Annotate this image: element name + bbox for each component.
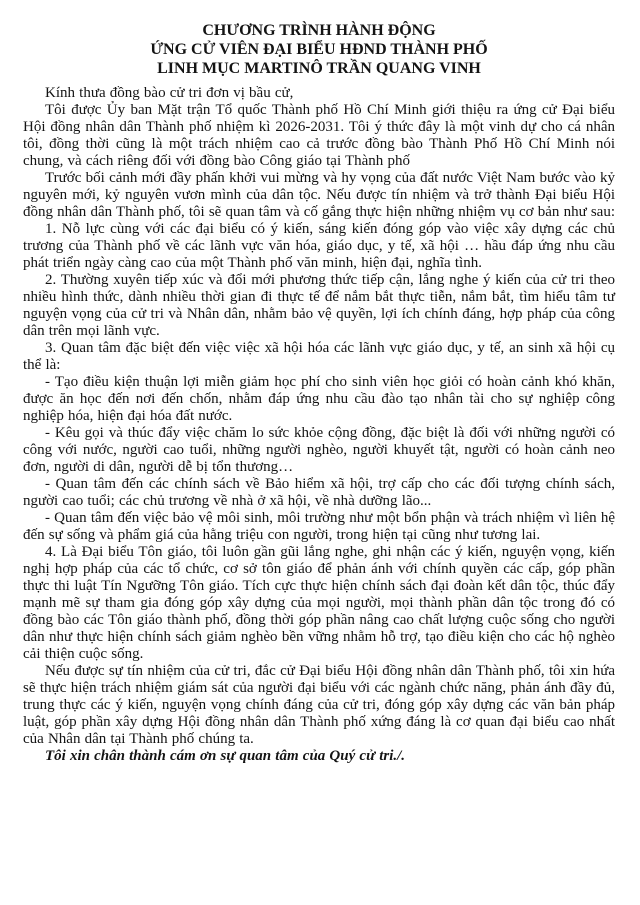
title-line-candidate: ỨNG CỬ VIÊN ĐẠI BIỂU HĐND THÀNH PHỐ bbox=[150, 41, 488, 58]
paragraph-context: Trước bối cảnh mới đầy phấn khởi vui mừng và hy vọng của đất nước Việt Nam bước vào kỷ nguyên mới, kỷ nguyên vươn mình của dân tộc. Nếu được tín nhiệm và trở thành Đại biểu Hội đồng nhân dân Thành phố, tôi sẽ quan tâm và cố gắng thực hiện những nhiệm vụ cơ bản như sau: bbox=[23, 170, 616, 220]
bullet-social-insurance: - Quan tâm đến các chính sách về Bảo hiểm xã hội, trợ cấp cho các đối tượng chính sách, người cao tuổi; các chủ trương về nhà ở xã hội, về nhà dưỡng lão... bbox=[23, 476, 615, 509]
paragraph-nomination-intro: Tôi được Ủy ban Mặt trận Tổ quốc Thành phố Hồ Chí Minh giới thiệu ra ứng cử Đại biểu Hội đồng nhân dân Thành phố nhiệm kì 2026-2031. Tôi ý thức đây là một vinh dự cho cá nhân tôi, đồng thời cũng là một trách nhiệm cao cả trước đồng bào Thành Phố Hồ Chí Minh nói chung, và cách riêng đối với đồng bào Công giáo tại Thành phố bbox=[23, 102, 615, 169]
closing-line: Tôi xin chân thành cám ơn sự quan tâm của Quý cử tri./. bbox=[45, 748, 406, 764]
action-item-2: 2. Thường xuyên tiếp xúc và đổi mới phương thức tiếp cận, lắng nghe ý kiến của cử tri theo nhiều hình thức, dành nhiều thời gian đi thực tế để nắm bắt thực tiễn, nắm bắt, tìm hiểu tâm tư nguyện vọng của cử tri và Nhân dân, nhằm bảo vệ quyền, lợi ích chính đáng, hợp pháp của công dân trên mọi lãnh vực. bbox=[23, 272, 615, 339]
bullet-community-health: - Kêu gọi và thúc đẩy việc chăm lo sức khỏe cộng đồng, đặc biệt là đối với những người có công với nước, người cao tuổi, những người nghèo, người khuyết tật, người có hoàn cảnh neo đơn, người di dân, người dễ bị tổn thương… bbox=[23, 425, 615, 475]
title-line-program: CHƯƠNG TRÌNH HÀNH ĐỘNG bbox=[202, 22, 436, 39]
salutation-line: Kính thưa đồng bào cử tri đơn vị bầu cử, bbox=[45, 85, 294, 101]
action-item-1: 1. Nỗ lực cùng với các đại biểu có ý kiến, sáng kiến đóng góp vào việc xây dựng các chủ trương của Thành phố về các lãnh vực văn hóa, giáo dục, y tế, xã hội … hầu đáp ứng nhu cầu phát triển ngày càng cao của một Thành phố văn minh, hiện đại, nghĩa tình. bbox=[23, 221, 615, 271]
title-line-name: LINH MỤC MARTINÔ TRẦN QUANG VINH bbox=[157, 60, 481, 77]
action-item-4: 4. Là Đại biểu Tôn giáo, tôi luôn gần gũi lắng nghe, ghi nhận các ý kiến, nguyện vọng, kiến nghị hợp pháp của các tổ chức, cơ sở tôn giáo để phản ánh với chính quyền các cấp, góp phần thực thi luật Tín Ngưỡng Tôn giáo. Tích cực thực hiện chính sách đại đoàn kết dân tộc, thúc đẩy mạnh mẽ sự tham gia đóng góp xây dựng của mọi người, mọi thành phần dân tộc trong đó có đồng bào các Tôn giáo thành phố, đồng thời góp phần nâng cao chất lượng cuộc sống cho người dân như thực hiện chính sách giảm nghèo bền vững nhằm hỗ trợ, tạo điều kiện cho các hộ nghèo cải thiện cuộc sống. bbox=[23, 544, 615, 662]
paragraph-commitment: Nếu được sự tín nhiệm của cử tri, đắc cử Đại biểu Hội đồng nhân dân Thành phố, tôi xin hứa sẽ thực hiện trách nhiệm giám sát của người đại biểu với các ngành chức năng, phản ánh đầy đủ, trung thực các ý kiến, nguyện vọng chính đáng của cử tri, đóng góp xây dựng các văn bản pháp luật, góp phần xây dựng Hội đồng nhân dân Thành phố xứng đáng là cơ quan đại biểu cao nhất của Nhân dân tại Thành phố chúng ta. bbox=[23, 663, 615, 747]
document-title bbox=[23, 21, 615, 78]
action-item-3: 3. Quan tâm đặc biệt đến việc việc xã hội hóa các lãnh vực giáo dục, y tế, an sinh xã hội cụ thể là: bbox=[23, 340, 615, 373]
bullet-education-support: - Tạo điều kiện thuận lợi miễn giảm học phí cho sinh viên học giỏi có hoàn cảnh khó khăn, được ăn học đến nơi đến chốn, nhằm đáp ứng nhu cầu đào tạo nhân tài cho sự nghiệp công nghiệp hóa, hiện đại hóa đất nước. bbox=[23, 374, 615, 424]
bullet-environment: - Quan tâm đến việc bảo vệ môi sinh, môi trường như một bổn phận và trách nhiệm vì liên hệ đến sự sống và phẩm giá của hằng triệu con người, trong hiện tại cũng như tương lai. bbox=[23, 510, 615, 543]
